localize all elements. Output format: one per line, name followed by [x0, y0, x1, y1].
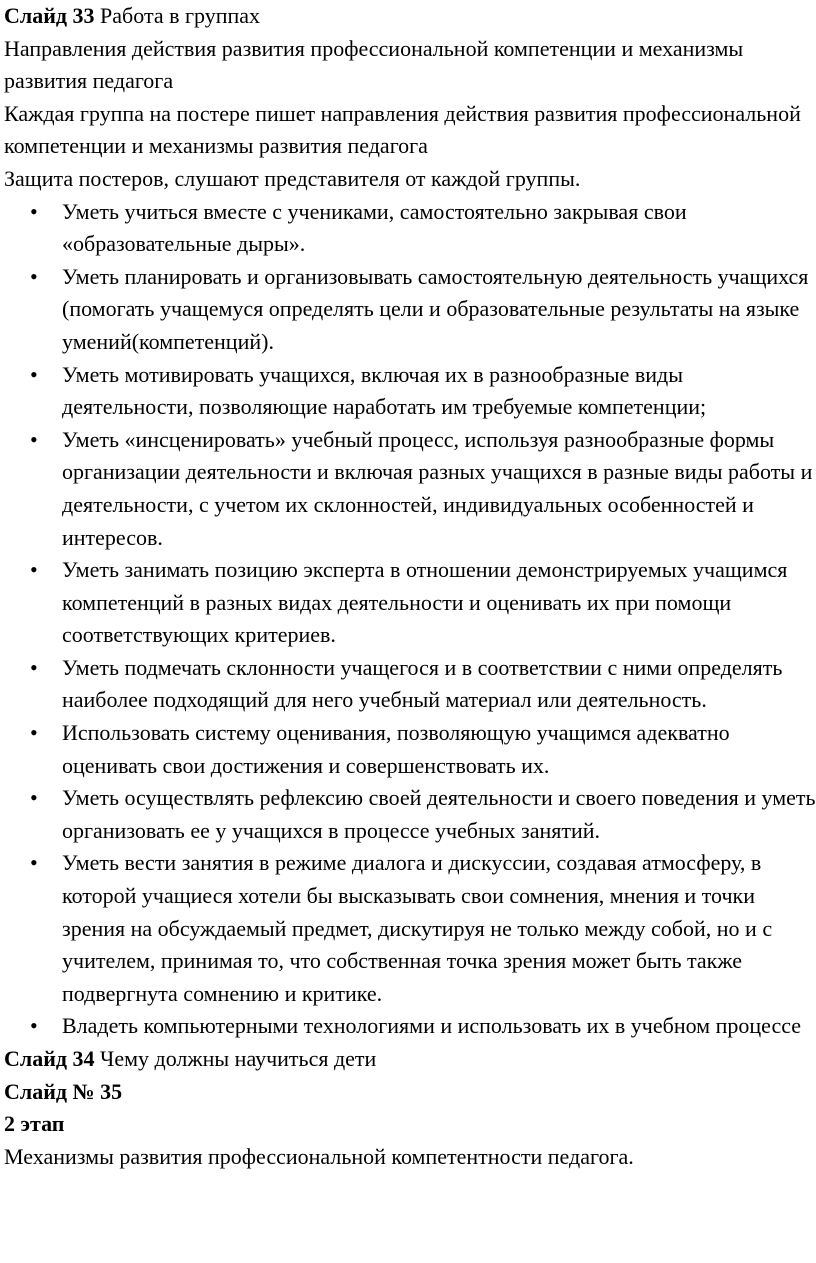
list-item-text: Уметь «инсценировать» учебный процесс, используя разнообразные формы организации деятельности и включая разных учащихся в разные виды работы и деятельности, с учетом их склонностей, индивидуальных особенностей и интересов. — [62, 426, 813, 550]
competence-bullet-list — [4, 196, 816, 1043]
bullet-icon: • — [30, 361, 38, 387]
list-item-text: Уметь учиться вместе с учениками, самостоятельно закрывая свои «образовательные дыры». — [62, 198, 687, 257]
closing-paragraph: Механизмы развития профессиональной компетентности педагога. — [4, 1143, 634, 1169]
bullet-icon: • — [30, 654, 38, 680]
slide-35-heading — [4, 1076, 816, 1109]
bullet-icon: • — [30, 720, 38, 746]
bullet-icon: • — [30, 1013, 38, 1039]
list-item — [4, 196, 816, 261]
list-item-text: Уметь планировать и организовывать самостоятельную деятельность учащихся (помогать учащемуся определять цели и образовательные результаты на языке умений(компетенций). — [62, 263, 809, 354]
bullet-icon: • — [30, 426, 38, 452]
slide-34-heading — [4, 1043, 816, 1076]
list-item-text: Уметь мотивировать учащихся, включая их в разнообразные виды деятельности, позволяющие наработать им требуемые компетенции; — [62, 361, 707, 420]
bullet-icon: • — [30, 850, 38, 876]
bullet-icon: • — [30, 557, 38, 583]
bullet-icon: • — [30, 263, 38, 289]
list-item — [4, 782, 816, 847]
list-item — [4, 1010, 816, 1043]
bullet-icon: • — [30, 785, 38, 811]
list-item — [4, 261, 816, 359]
intro-paragraph-3: Защита постеров, слушают представителя от каждой группы. — [4, 165, 581, 191]
bullet-icon: • — [30, 198, 38, 224]
list-item-text: Владеть компьютерными технологиями и использовать их в учебном процессе — [62, 1013, 802, 1039]
stage-heading: 2 этап — [4, 1111, 65, 1137]
list-item — [4, 717, 816, 782]
slide-34-label: Слайд 34 — [4, 1046, 95, 1071]
document-body — [4, 0, 816, 1173]
slide-33-heading — [4, 0, 816, 33]
list-item — [4, 554, 816, 652]
list-item-text: Уметь занимать позицию эксперта в отношении демонстрируемых учащимся компетенций в разных видах деятельности и оценивать их при помощи соответствующих критериев. — [62, 557, 788, 648]
list-item-text: Уметь вести занятия в режиме диалога и дискуссии, создавая атмосферу, в которой учащиеся хотели бы высказывать свои сомнения, мнения и точки зрения на обсуждаемый предмет, дискутируя не только между собой, но и с учителем, принимая то, что собственная точка зрения может быть также подвергнута сомнению и критике. — [62, 850, 773, 1006]
list-item-text: Использовать систему оценивания, позволяющую учащимся адекватно оценивать свои достижения и совершенствовать их. — [62, 720, 730, 778]
slide-35-label: Слайд № 35 — [4, 1078, 123, 1104]
list-item — [4, 424, 816, 554]
list-item-text: Уметь осуществлять рефлексию своей деятельности и своего поведения и уметь организовать ее у учащихся в процессе учебных занятий. — [62, 785, 816, 843]
list-item-text: Уметь подмечать склонности учащегося и в соответствии с ними определять наиболее подходящий для него учебный материал или деятельность. — [62, 654, 783, 713]
intro-paragraph-1: Направления действия развития профессиональной компетенции и механизмы развития педагога — [4, 35, 744, 94]
list-item — [4, 359, 816, 424]
intro-paragraph-2: Каждая группа на постере пишет направления действия развития профессиональной компетенции и механизмы развития педагога — [4, 100, 801, 159]
slide-34-title: Чему должны научиться дети — [100, 1046, 377, 1071]
slide-33-title: Работа в группах — [100, 3, 261, 28]
list-item — [4, 652, 816, 717]
slide-33-label: Слайд 33 — [4, 3, 95, 28]
list-item — [4, 847, 816, 1010]
